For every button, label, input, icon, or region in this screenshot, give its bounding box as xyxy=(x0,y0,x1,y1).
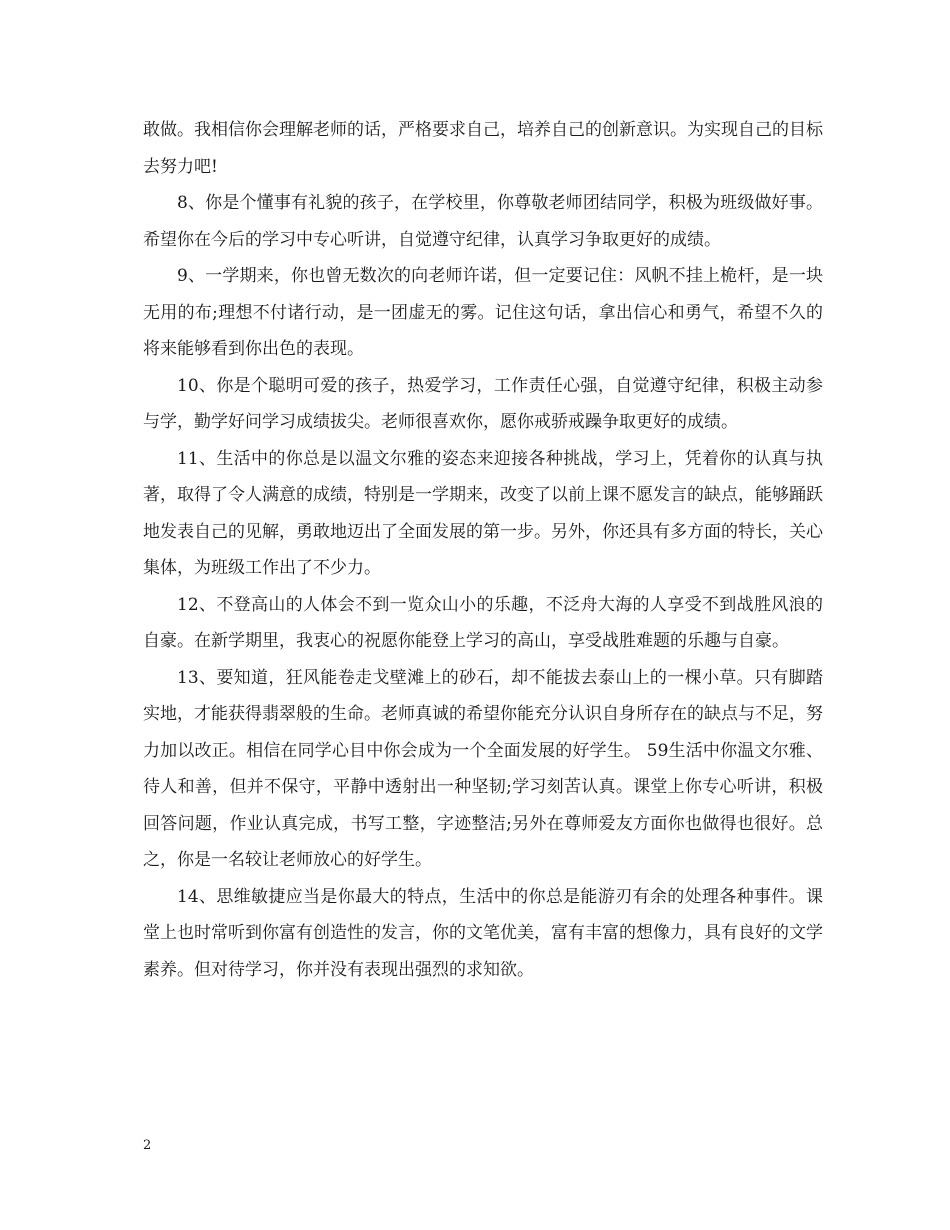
page-number: 2 xyxy=(143,1138,152,1153)
paragraph: 10、你是个聪明可爱的孩子，热爱学习，工作责任心强，自觉遵守纪律，积极主动参与学，勤学好问学习成绩拔尖。老师很喜欢你，愿你戒骄戒躁争取更好的成绩。 xyxy=(143,375,823,432)
paragraph: 9、一学期来，你也曾无数次的向老师许诺，但一定要记住：风帆不挂上桅杆，是一块无用的布;理想不付诸行动，是一团虚无的雾。记住这句话，拿出信心和勇气，希望不久的将来能够看到你出色的表现。 xyxy=(143,266,823,359)
page-body xyxy=(143,112,823,988)
paragraph: 11、生活中的你总是以温文尔雅的姿态来迎接各种挑战，学习上，凭着你的认真与执著，取得了令人满意的成绩，特别是一学期来，改变了以前上课不愿发言的缺点，能够踊跃地发表自己的见解，勇敢地迈出了全面发展的第一步。另外，你还具有多方面的特长，关心集体，为班级工作出了不少力。 xyxy=(143,448,823,578)
paragraph: 13、要知道，狂风能卷走戈壁滩上的砂石，却不能拔去泰山上的一棵小草。只有脚踏实地，才能获得翡翠般的生命。老师真诚的希望你能充分认识自身所存在的缺点与不足，努力加以改正。相信在同学心目中你会成为一个全面发展的好学生。 59生活中你温文尔雅、待人和善，但并不保守，平静中透射出一种坚韧;学习刻苦认真。课堂上你专心听讲，积极回答问题，作业认真完成，书写工整，字迹整洁;另外在尊师爱友方面你也做得也很好。总之，你是一名较让老师放心的好学生。 xyxy=(143,667,823,870)
paragraph: 12、不登高山的人体会不到一览众山小的乐趣，不泛舟大海的人享受不到战胜风浪的自豪。在新学期里，我衷心的祝愿你能登上学习的高山，享受战胜难题的乐趣与自豪。 xyxy=(143,594,823,651)
paragraph: 8、你是个懂事有礼貌的孩子，在学校里，你尊敬老师团结同学，积极为班级做好事。希望你在今后的学习中专心听讲，自觉遵守纪律，认真学习争取更好的成绩。 xyxy=(143,193,823,250)
paragraph: 14、思维敏捷应当是你最大的特点，生活中的你总是能游刃有余的处理各种事件。课堂上也时常听到你富有创造性的发言，你的文笔优美，富有丰富的想像力，具有良好的文学素养。但对待学习，你并没有表现出强烈的求知欲。 xyxy=(143,886,823,980)
paragraph: 敢做。我相信你会理解老师的话，严格要求自己，培养自己的创新意识。为实现自己的目标去努力吧! xyxy=(143,120,823,177)
